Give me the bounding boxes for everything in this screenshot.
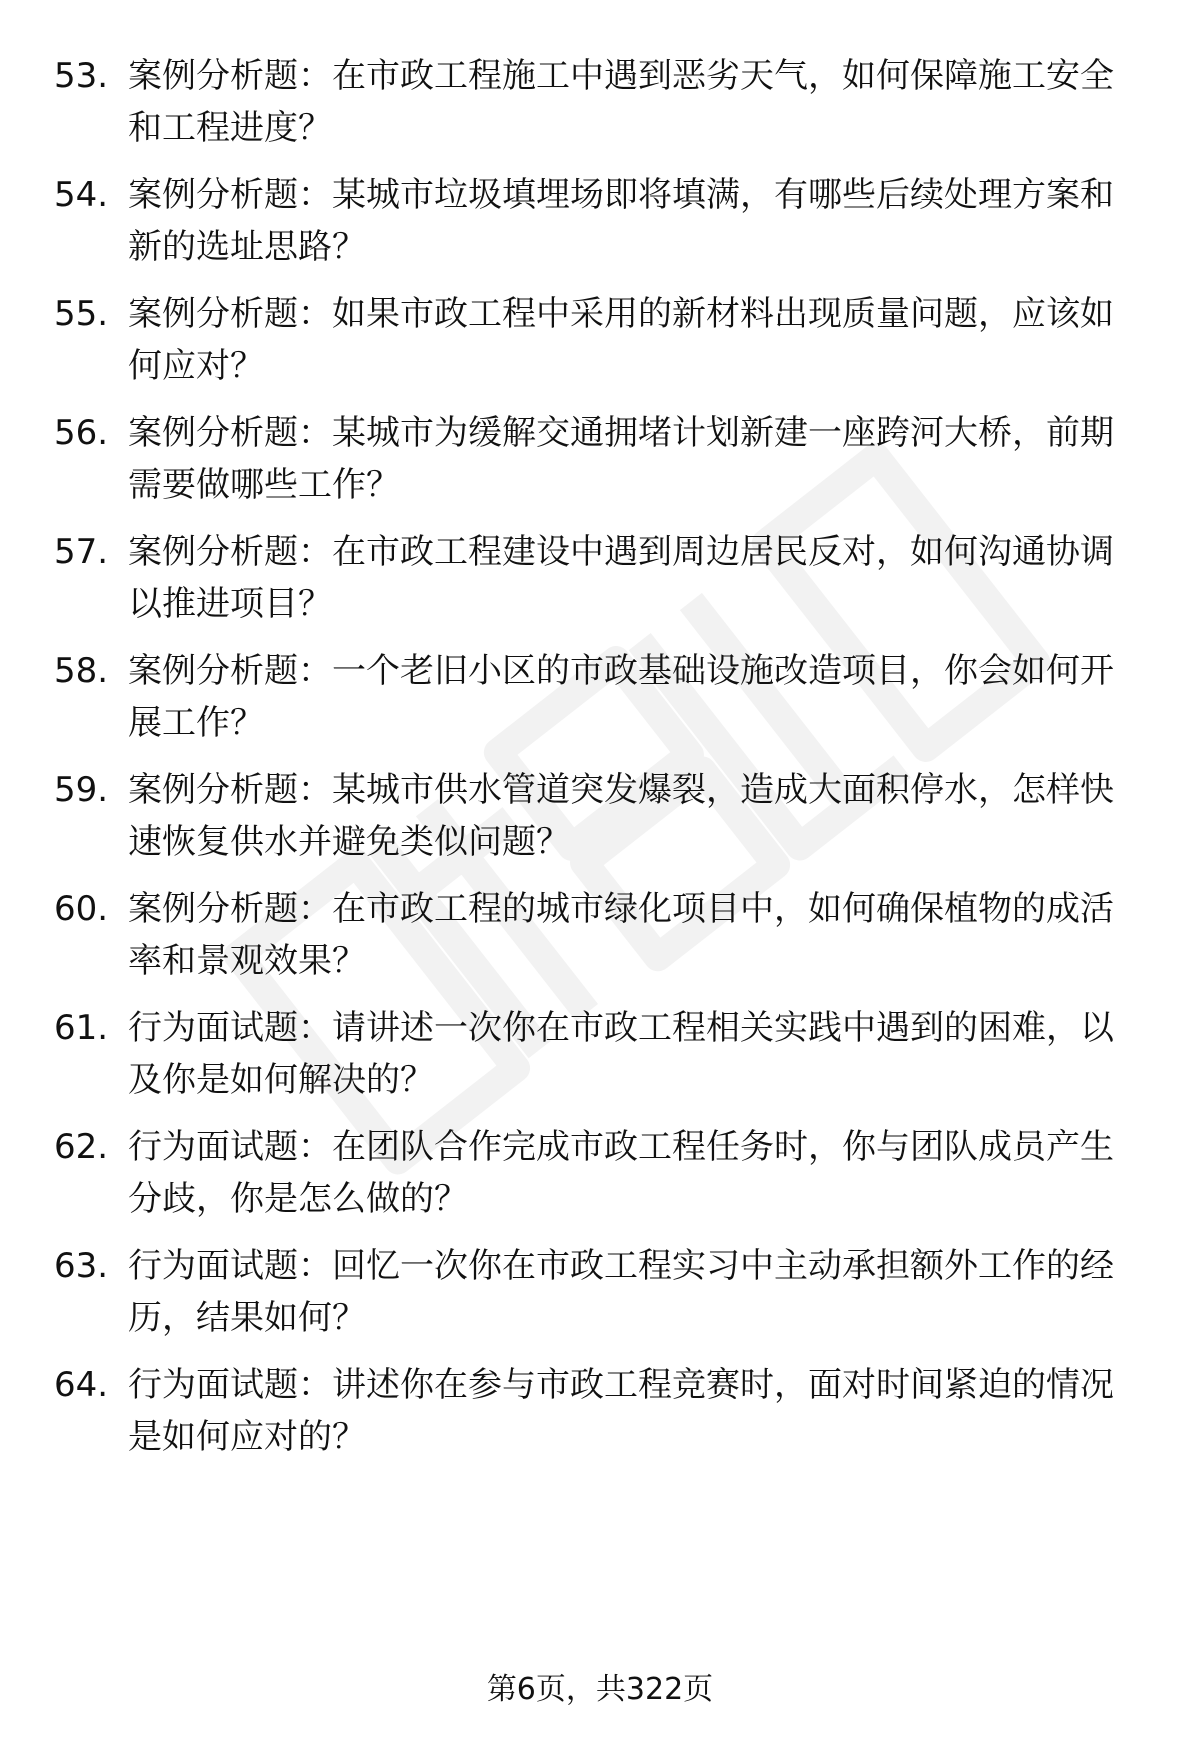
question-text: 行为面试题：在团队合作完成市政工程任务时，你与团队成员产生分歧，你是怎么做的？ xyxy=(128,1127,1114,1219)
question-number: 57. xyxy=(54,532,109,572)
question-text: 案例分析题：某城市为缓解交通拥堵计划新建一座跨河大桥，前期需要做哪些工作？ xyxy=(128,413,1114,505)
question-text: 案例分析题：如果市政工程中采用的新材料出现质量问题，应该如何应对？ xyxy=(128,294,1114,386)
question-number: 60. xyxy=(54,889,109,929)
question-text: 案例分析题：在市政工程施工中遇到恶劣天气，如何保障施工安全和工程进度？ xyxy=(128,56,1114,148)
question-number: 64. xyxy=(54,1365,109,1405)
page-number-label: 第6页，共322页 xyxy=(486,1672,714,1707)
question-number: 63. xyxy=(54,1246,109,1286)
question-text: 行为面试题：回忆一次你在市政工程实习中主动承担额外工作的经历，结果如何？ xyxy=(128,1246,1114,1338)
question-number: 54. xyxy=(54,175,109,215)
question-number: 62. xyxy=(54,1127,109,1167)
question-text: 案例分析题：在市政工程建设中遇到周边居民反对，如何沟通协调以推进项目？ xyxy=(128,532,1114,624)
question-number: 55. xyxy=(54,294,109,334)
question-number: 59. xyxy=(54,770,109,810)
question-number: 58. xyxy=(54,651,109,691)
question-text: 案例分析题：某城市供水管道突发爆裂，造成大面积停水，怎样快速恢复供水并避免类似问题？ xyxy=(128,770,1114,862)
question-text: 行为面试题：讲述你在参与市政工程竞赛时，面对时间紧迫的情况是如何应对的？ xyxy=(128,1365,1114,1457)
page-footer xyxy=(0,1670,1200,1710)
question-text: 案例分析题：一个老旧小区的市政基础设施改造项目，你会如何开展工作？ xyxy=(128,651,1114,743)
question-text: 行为面试题：请讲述一次你在市政工程相关实践中遇到的困难，以及你是如何解决的？ xyxy=(128,1008,1114,1100)
question-number: 53. xyxy=(54,56,109,96)
question-number: 56. xyxy=(54,413,109,453)
question-number: 61. xyxy=(54,1008,109,1048)
question-text: 案例分析题：某城市垃圾填埋场即将填满，有哪些后续处理方案和新的选址思路？ xyxy=(128,175,1114,267)
question-text: 案例分析题：在市政工程的城市绿化项目中，如何确保植物的成活率和景观效果？ xyxy=(128,889,1114,981)
